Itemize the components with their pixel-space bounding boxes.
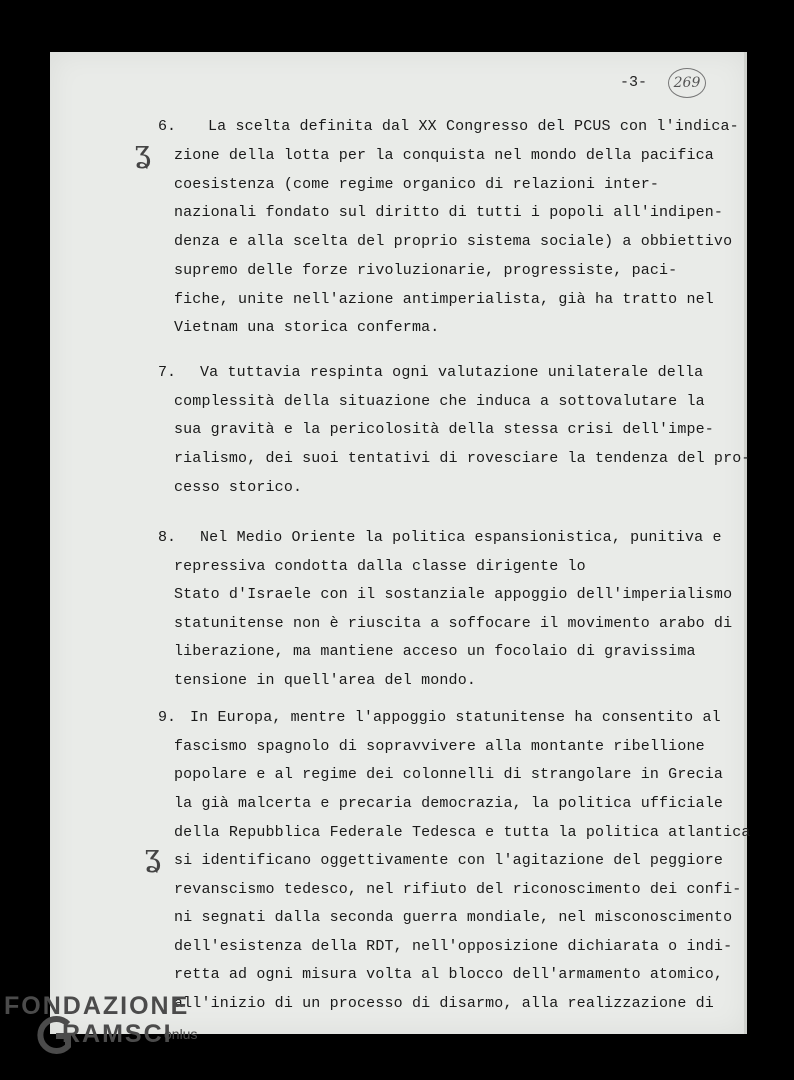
paragraph-8-line: repressiva condotta dalla classe dirigente lo [174,558,586,575]
paragraph-8-line: Nel Medio Oriente la politica espansionistica, punitiva e [200,529,722,546]
watermark-line2: RAMSCI [62,1020,173,1048]
archive-number-handwritten: 269 [668,68,706,98]
paragraph-6-line: fiche, unite nell'azione antimperialista, già ha tratto nel [174,291,714,308]
paragraph-7-number: 7. [158,364,177,381]
paragraph-6-line: coesistenza (come regime organico di relazioni inter- [174,176,660,193]
paragraph-8-line: statunitense non è riuscita a soffocare il movimento arabo di [174,615,733,632]
paragraph-8-line: tensione in quell'area del mondo. [174,672,476,689]
paragraph-6-line: Vietnam una storica conferma. [174,319,440,336]
paragraph-9-line: della Repubblica Federale Tedesca e tutta la politica atlantica [174,824,751,841]
paragraph-7-line: sua gravità e la pericolosità della stessa crisi dell'impe- [174,421,714,438]
paragraph-9-line: revanscismo tedesco, nel rifiuto del riconoscimento dei confi- [174,881,742,898]
paragraph-7-line: rialismo, dei suoi tentativi di rovesciare la tendenza del pro- [174,450,751,467]
paragraph-6-line: La scelta definita dal XX Congresso del PCUS con l'indica- [208,118,739,135]
paragraph-9-line: dell'esistenza della RDT, nell'opposizione dichiarata o indi- [174,938,733,955]
paragraph-9-line: si identificano oggettivamente con l'agitazione del peggiore [174,852,724,869]
paragraph-9-line: In Europa, mentre l'appoggio statunitense ha consentito al [190,709,721,726]
paragraph-8-line: liberazione, ma mantiene acceso un focolaio di gravissima [174,643,696,660]
paragraph-9-line: popolare e al regime dei colonnelli di strangolare in Grecia [174,766,724,783]
paragraph-8-line: Stato d'Israele con il sostanziale appoggio dell'imperialismo [174,586,733,603]
paragraph-7-line: Va tuttavia respinta ogni valutazione unilaterale della [200,364,704,381]
paragraph-9-line: all'inizio di un processo di disarmo, alla realizzazione di [174,995,714,1012]
paragraph-9-line: fascismo spagnolo di sopravvivere alla montante ribellione [174,738,705,755]
margin-bracket-mark: ʓ [144,839,161,874]
watermark-line1: FONDAZIONE [4,992,190,1020]
paragraph-7-line: cesso storico. [174,479,303,496]
paragraph-9-number: 9. [158,709,177,726]
paper-edge [744,52,747,1034]
paragraph-9-line: retta ad ogni misura volta al blocco dell'armamento atomico, [174,966,724,983]
paragraph-9-line: la già malcerta e precaria democrazia, la politica ufficiale [174,795,724,812]
fondazione-gramsci-watermark [4,992,204,1072]
paragraph-7-line: complessità della situazione che induca a sottovalutare la [174,393,705,410]
watermark-suffix: onlus [164,1026,198,1042]
page-number: -3- [620,74,648,91]
paragraph-6-line: zione della lotta per la conquista nel mondo della pacifica [174,147,714,164]
paragraph-9-line: ni segnati dalla seconda guerra mondiale, nel misconoscimento [174,909,733,926]
paragraph-6-line: nazionali fondato sul diritto di tutti i popoli all'indipen- [174,204,724,221]
paragraph-8-number: 8. [158,529,177,546]
paragraph-6-line: supremo delle forze rivoluzionarie, progressiste, paci- [174,262,678,279]
paragraph-6-line: denza e alla scelta del proprio sistema sociale) a obbiettivo [174,233,733,250]
margin-bracket-mark: ʓ [134,135,151,170]
paragraph-6-number: 6. [158,118,177,135]
document-page [50,52,751,1034]
